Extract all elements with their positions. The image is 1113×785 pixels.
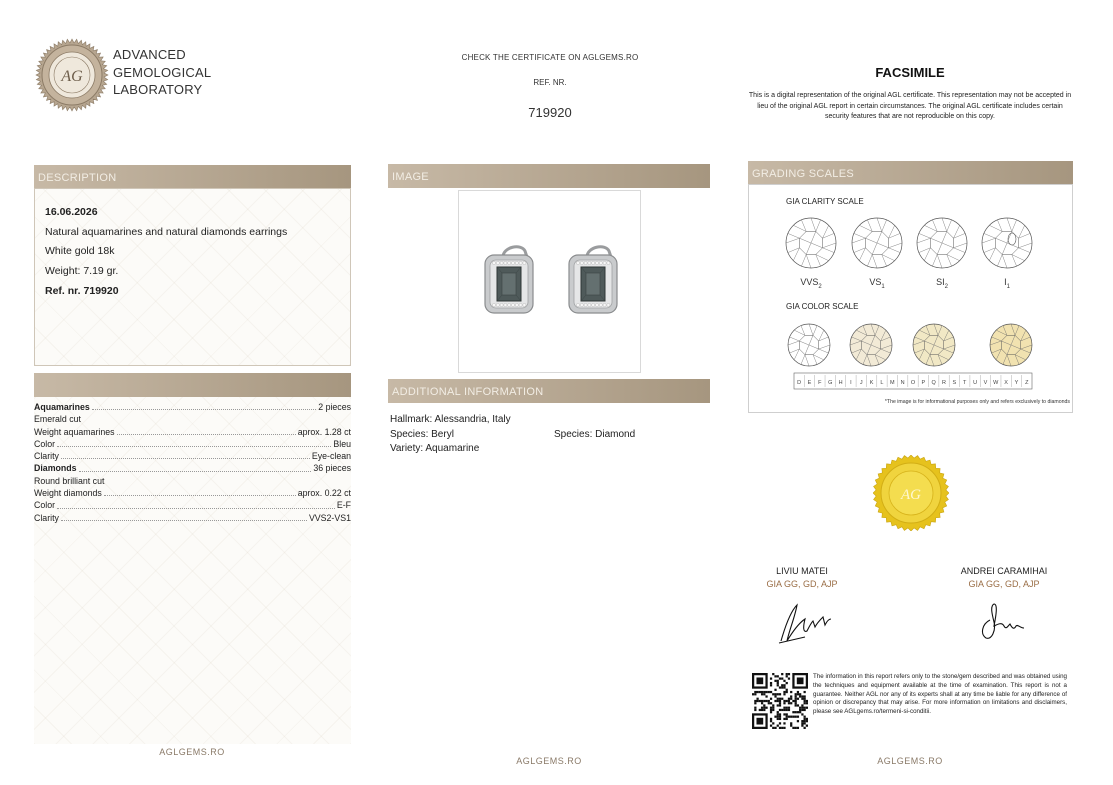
color-scale-diagram bbox=[749, 315, 1072, 395]
color-grade-letter: O bbox=[910, 380, 916, 386]
signature-2 bbox=[976, 600, 1028, 645]
qr-code[interactable] bbox=[752, 673, 808, 729]
dot-leader bbox=[92, 409, 317, 410]
color-grade-letter: M bbox=[890, 380, 895, 386]
gem-detail-label: Weight aquamarines bbox=[34, 426, 115, 437]
additional-info-header: ADDITIONAL INFORMATION bbox=[388, 379, 710, 403]
earring-right bbox=[569, 247, 617, 313]
gem-detail-row bbox=[34, 401, 351, 413]
color-grade-letter: X bbox=[1004, 380, 1008, 386]
clarity-diamond bbox=[852, 218, 902, 268]
earring-left bbox=[485, 247, 533, 313]
grading-header: GRADING SCALES bbox=[748, 161, 1073, 185]
jewelry-image-frame bbox=[458, 190, 641, 373]
color-grade-letter: H bbox=[838, 380, 843, 386]
dot-leader bbox=[79, 471, 312, 472]
gem-detail-row bbox=[34, 438, 351, 450]
gem-detail-row bbox=[34, 512, 351, 524]
color-diamond bbox=[788, 324, 830, 366]
gem-detail-value: E-F bbox=[336, 500, 351, 511]
gem-detail-label: Diamonds bbox=[34, 463, 77, 474]
color-scale-title: GIA COLOR SCALE bbox=[786, 302, 859, 311]
clarity-grade-label: $VS_1$ bbox=[869, 277, 885, 290]
color-grade-letter: E bbox=[807, 380, 812, 386]
description-header: DESCRIPTION bbox=[34, 165, 351, 189]
ref-value: 719920 bbox=[528, 105, 572, 120]
svg-text:AG: AG bbox=[901, 487, 921, 503]
clarity-diamond bbox=[982, 218, 1032, 268]
gem-details-header bbox=[34, 373, 351, 397]
gem-detail-value: VVS2-VS1 bbox=[308, 512, 351, 523]
gem-detail-value: 2 pieces bbox=[318, 402, 351, 412]
color-grade-letter: D bbox=[797, 380, 802, 386]
color-grade-letter: P bbox=[921, 380, 926, 386]
gem-detail-label: Round brilliant cut bbox=[34, 475, 105, 486]
color-grade-letter: S bbox=[952, 380, 957, 386]
disclaimer-text: The information in this report refers only to the stone/gem described and was obtained using the techniques and equipment available at the time of examination. This report is not a guarantee. Neither AGL nor any of its experts shall at any time be liable for any difference of opinion or discrepancy that may arise. For more information on limitations and disclaimers, please see AGLgems.ro/termeni-si-conditii. bbox=[813, 673, 1067, 716]
gem-detail-row bbox=[34, 462, 351, 474]
gem-detail-label: Emerald cut bbox=[34, 414, 81, 425]
color-grade-letter: V bbox=[983, 380, 988, 386]
gem-detail-label: Clarity bbox=[34, 512, 59, 523]
gem-detail-value: aprox. 0.22 ct bbox=[297, 488, 351, 499]
ref-label: REF. NR. bbox=[533, 78, 567, 87]
lab-name-line: ADVANCED bbox=[113, 47, 186, 62]
gem-detail-row bbox=[34, 450, 351, 462]
gem-detail-value: Eye-clean bbox=[311, 451, 351, 462]
color-grade-letter: F bbox=[818, 380, 822, 386]
gem-details-table bbox=[34, 401, 351, 524]
clarity-grade-label: $I_1$ bbox=[1004, 277, 1010, 290]
color-diamond bbox=[850, 324, 892, 366]
signature-name-2: ANDREI CARAMIHAI bbox=[960, 566, 1048, 576]
color-grade-letter: T bbox=[963, 380, 967, 386]
svg-text:AG: AG bbox=[61, 68, 83, 85]
footer-link-left[interactable]: AGLGEMS.RO bbox=[159, 747, 225, 757]
signature-1 bbox=[775, 597, 833, 647]
color-diamond bbox=[913, 324, 955, 366]
footer-link-right[interactable]: AGLGEMS.RO bbox=[877, 756, 943, 766]
color-grade-letter: Y bbox=[1014, 380, 1019, 386]
dot-leader bbox=[61, 520, 307, 521]
color-grade-letter: J bbox=[859, 380, 863, 386]
color-grade-letter: Q bbox=[931, 380, 936, 386]
gem-detail-row bbox=[34, 475, 351, 487]
gem-detail-value: aprox. 1.28 ct bbox=[297, 426, 351, 437]
gem-detail-label: Color bbox=[34, 500, 56, 511]
description-weight: Weight: 7.19 gr. bbox=[45, 265, 119, 277]
signature-name-1: LIVIU MATEI bbox=[776, 566, 828, 576]
description-title: Natural aquamarines and natural diamonds earrings bbox=[45, 226, 288, 238]
color-grade-letter: I bbox=[850, 380, 852, 386]
grading-note: *The image is for informational purposes only and refers exclusively to diamonds bbox=[884, 399, 1070, 405]
color-grade-letter: Z bbox=[1025, 380, 1029, 386]
dot-leader bbox=[61, 458, 310, 459]
color-grade-letter: K bbox=[869, 380, 874, 386]
color-grade-letter: U bbox=[973, 380, 978, 386]
clarity-scale-diagram bbox=[749, 207, 1072, 297]
clarity-diamond bbox=[786, 218, 836, 268]
color-grade-letter: R bbox=[942, 380, 947, 386]
color-grade-letter: G bbox=[828, 380, 833, 386]
facsimile-text: This is a digital representation of the original AGL certificate. This representation may not be accepted in lieu of the original AGL report in certain circumstances. The original AGL certificate includes certain security features that are not reproducible on this copy. bbox=[748, 92, 1072, 120]
gem-detail-row bbox=[34, 487, 351, 499]
gem-detail-label: Color bbox=[34, 438, 56, 449]
dot-leader bbox=[57, 446, 331, 447]
color-grade-letter: W bbox=[993, 380, 999, 386]
gem-detail-label: Clarity bbox=[34, 451, 59, 462]
clarity-grade-label: $VVS_2$ bbox=[800, 277, 822, 290]
clarity-diamond bbox=[917, 218, 967, 268]
gem-detail-label: Weight diamonds bbox=[34, 488, 102, 499]
gem-detail-value: Bleu bbox=[333, 438, 351, 449]
image-header: IMAGE bbox=[388, 164, 710, 188]
earrings-image bbox=[459, 191, 640, 372]
agl-seal-logo bbox=[35, 38, 109, 112]
lab-name-line: GEMOLOGICAL bbox=[113, 64, 212, 80]
color-diamond bbox=[990, 324, 1032, 366]
signature-credentials-1: GIA GG, GD, AJP bbox=[766, 579, 838, 589]
signature-credentials-2: GIA GG, GD, AJP bbox=[968, 579, 1040, 589]
species-diamond-text: Species: Diamond bbox=[554, 429, 636, 440]
lab-name bbox=[113, 46, 211, 99]
hallmark-text: Hallmark: Alessandria, Italy bbox=[390, 414, 511, 425]
gem-detail-value: 36 pieces bbox=[313, 463, 351, 474]
species-beryl-text: Species: Beryl bbox=[390, 429, 454, 440]
gem-detail-row bbox=[34, 499, 351, 511]
facsimile-title: FACSIMILE bbox=[875, 65, 945, 80]
dot-leader bbox=[104, 495, 296, 496]
gem-detail-row bbox=[34, 426, 351, 438]
clarity-grade-label: $SI_2$ bbox=[936, 277, 948, 290]
gold-seal bbox=[873, 455, 949, 531]
color-grade-letter: N bbox=[900, 380, 905, 386]
check-certificate-text: CHECK THE CERTIFICATE ON AGLGEMS.RO bbox=[461, 53, 639, 62]
color-grade-letter: L bbox=[880, 380, 884, 386]
description-ref: Ref. nr. 719920 bbox=[45, 285, 119, 297]
clarity-scale-title: GIA CLARITY SCALE bbox=[786, 197, 864, 206]
description-metal: White gold 18k bbox=[45, 245, 115, 257]
footer-link-center[interactable]: AGLGEMS.RO bbox=[516, 756, 582, 766]
dot-leader bbox=[57, 508, 335, 509]
dot-leader bbox=[117, 434, 296, 435]
variety-text: Variety: Aquamarine bbox=[390, 443, 480, 454]
lab-name-line: LABORATORY bbox=[113, 82, 203, 97]
grading-scales-box bbox=[748, 184, 1073, 413]
gem-detail-row bbox=[34, 413, 351, 425]
description-date: 16.06.2026 bbox=[45, 206, 98, 218]
description-box bbox=[34, 188, 351, 366]
gem-detail-label: Aquamarines bbox=[34, 402, 90, 412]
